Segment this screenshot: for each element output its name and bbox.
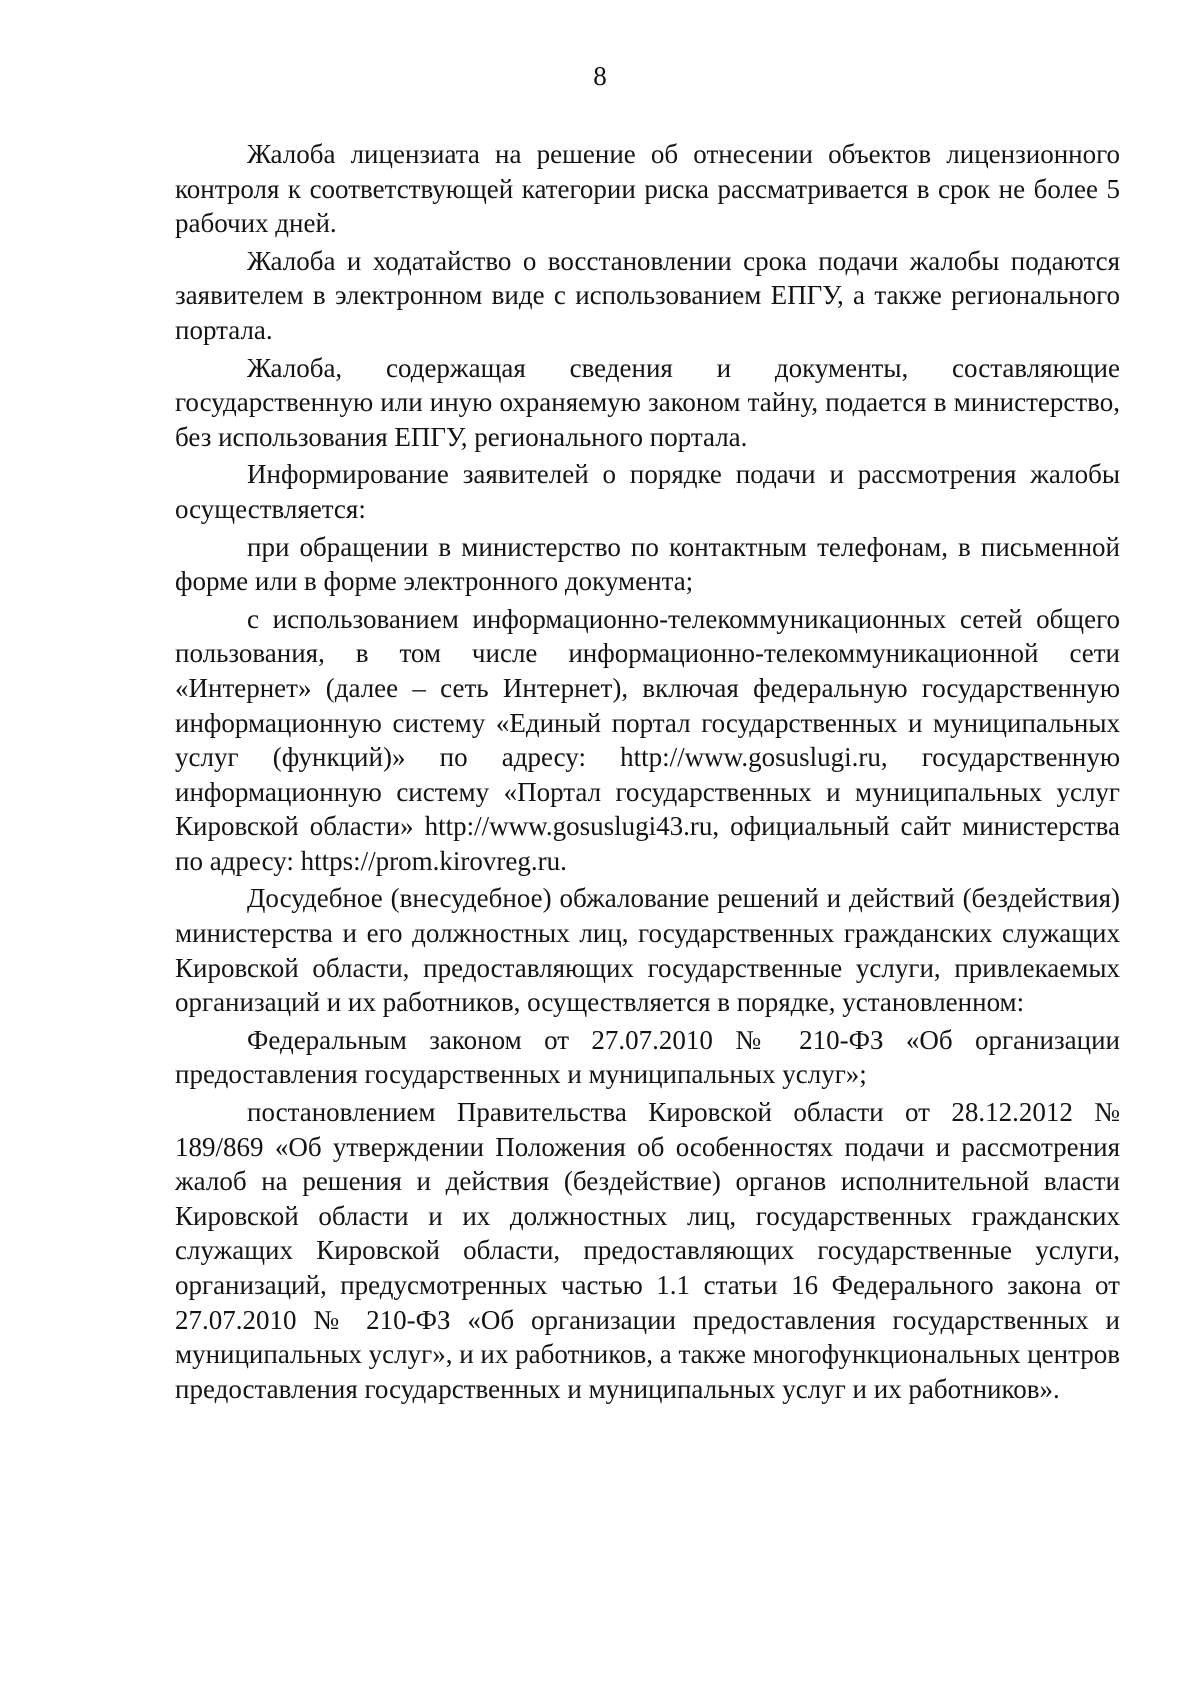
paragraph-pretrial-appeal: Досудебное (внесудебное) обжалование решений и действий (бездействия) министерства и его должностных лиц, государственных гражданских служащих Кировской области, предоставляющих государственные услуги, привлекаемых организаций и их работников, осуществляется в порядке, установленном: — [175, 883, 1120, 1018]
paragraph-complaint-deadline: Жалоба лицензиата на решение об отнесении объектов лицензионного контроля к соответствующей категории риска рассматривается в срок не более 5 рабочих дней. — [175, 139, 1120, 239]
paragraph-secret-complaint: Жалоба, содержащая сведения и документы, составляющие государственную или иную охраняемую законом тайну, подается в министерство, без использования ЕПГУ, регионального портала. — [175, 352, 1120, 452]
page-number: 8 — [593, 61, 607, 91]
paragraph-informing-internet: с использованием информационно-телекоммуникационных сетей общего пользования, в том числе информационно-телекоммуникационной сети «Интернет» (далее – сеть Интернет), включая федеральную государственную информационную систему «Единый портал государственных и муниципальных услуг (функций)» по адресу: http://www.gosuslugi.ru, государственную информационную систему «Портал государственных и муниципальных услуг Кировской области» http://www.gosuslugi43.ru, официальный сайт министерства по адресу: https://prom.kirovreg.ru. — [175, 603, 1120, 876]
paragraph-federal-law: Федеральным законом от 27.07.2010 № 210-ФЗ «Об организации предоставления государственных и муниципальных услуг»; — [175, 1024, 1120, 1090]
document-body — [175, 137, 1120, 1409]
paragraph-complaint-submission: Жалоба и ходатайство о восстановлении срока подачи жалобы подаются заявителем в электронном виде с использованием ЕПГУ, а также регионального портала. — [175, 245, 1120, 345]
paragraph-informing-phone: при обращении в министерство по контактным телефонам, в письменной форме или в форме электронного документа; — [175, 531, 1120, 597]
paragraph-government-resolution: постановлением Правительства Кировской области от 28.12.2012 № 189/869 «Об утверждении Положения об особенностях подачи и рассмотрения жалоб на решения и действия (бездействие) органов исполнительной власти Кировской области и их должностных лиц, государственных гражданских служащих Кировской области, предоставляющих государственные услуги, организаций, предусмотренных частью 1.1 статьи 16 Федерального закона от 27.07.2010 № 210-ФЗ «Об организации предоставления государственных и муниципальных услуг», и их работников, а также многофункциональных центров предоставления государственных и муниципальных услуг и их работников». — [175, 1097, 1120, 1404]
paragraph-informing-intro: Информирование заявителей о порядке подачи и рассмотрения жалобы осуществляется: — [175, 459, 1120, 524]
